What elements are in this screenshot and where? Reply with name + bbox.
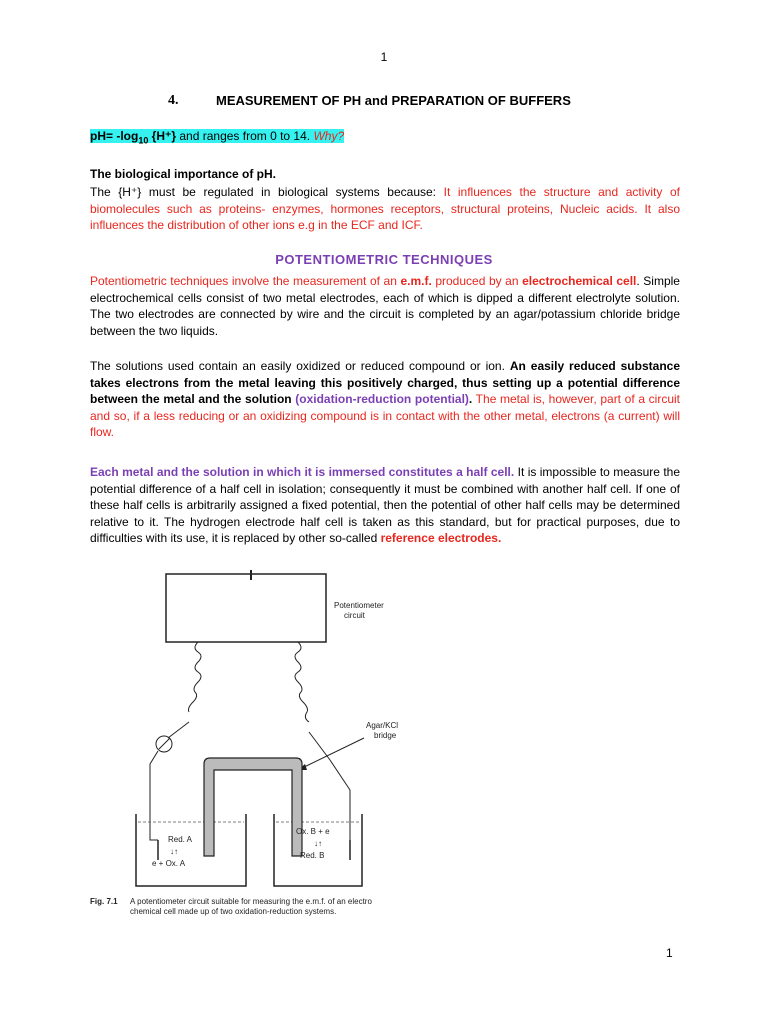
ph-formula-suffix: {H⁺} xyxy=(148,129,177,143)
para3-purple-bold: Each metal and the solution in which it is immersed constitutes a half cell. xyxy=(90,465,515,479)
bridge-pointer xyxy=(298,738,364,770)
ph-formula-sub: 10 xyxy=(138,135,149,146)
para2-purple: (oxidation-reduction potential) xyxy=(295,392,469,406)
para1-end: . Simple electrochemical cells consist of two metal electrodes, each of which is dipped a different electrolyte solution. The two electrodes are connected by wire and the circuit is completed by an agar/potassium chloride bridge between the two liquids. xyxy=(90,274,680,338)
right-coil-wire xyxy=(295,642,309,722)
ph-why: Why? xyxy=(313,129,345,143)
left-beaker xyxy=(136,814,246,886)
page-number-top: 1 xyxy=(380,50,388,64)
chapter-number: 4. xyxy=(168,93,179,108)
bio-importance-intro: The {H⁺} must be regulated in biological systems because: xyxy=(90,185,444,199)
ph-formula-prefix: pH= -log xyxy=(90,129,139,143)
caption-fig: Fig. 7.1 xyxy=(90,897,118,906)
left-wire-upper xyxy=(168,722,189,738)
caption-line-2: chemical cell made up of two oxidation-reduction systems. xyxy=(130,907,337,916)
para2-red: The metal is, however, part of a circuit and so, if a less reducing or an oxidizing compound is in contact with the other metal, electrons (a current) will flow. xyxy=(90,392,680,439)
para3-rest: It is impossible to measure the potential difference of a half cell in isolation; consequently it must be combined with another half cell. If one of these half cells is arbitrarily assigned a fixed potential, then the potential of other half cells may be determined relative to it. The hydrogen electrode half cell is taken as this standard, but for practical purposes, due to difficulties with its use, it is replaced by other so-called xyxy=(90,465,681,545)
ph-range-text: and ranges from 0 to 14. xyxy=(176,129,314,143)
ph-definition xyxy=(90,128,680,149)
page-number-bottom: 1 xyxy=(666,946,673,960)
left-wire-lower xyxy=(150,751,158,840)
paragraph-solutions xyxy=(90,358,680,441)
para1-red-start: Potentiometric techniques involve the measurement of an xyxy=(90,274,401,288)
para2-start: The solutions used contain an easily oxidized or reduced compound or ion. xyxy=(90,359,510,373)
potentiometer-label-1: Potentiometer xyxy=(334,601,384,610)
paragraph-half-cell xyxy=(90,464,680,547)
ph-highlight xyxy=(90,129,345,146)
left-coil-wire xyxy=(189,642,202,712)
para3-red-bold: reference electrodes. xyxy=(380,531,502,545)
para2-dot: . xyxy=(468,392,473,406)
potentiometer-label-2: circuit xyxy=(344,611,365,620)
bridge-label-2: bridge xyxy=(374,731,397,740)
paragraph-potentiometric xyxy=(90,273,680,339)
para2-bold: An easily reduced substance takes electrons from the metal leaving this positively charged, thus setting up a potential difference between the metal and the solution xyxy=(90,359,680,406)
chapter-title: MEASUREMENT OF PH and PREPARATION OF BUFFERS xyxy=(216,93,571,108)
para1-emf: e.m.f. xyxy=(400,274,432,288)
right-beaker xyxy=(274,814,362,886)
right-top-label: Ox. B + e xyxy=(296,827,330,836)
potentiometer-box xyxy=(166,574,326,642)
bio-importance-red: It influences the structure and activity of biomolecules such as proteins- enzymes, hormones receptors, structural proteins, Nucleic acids. It also influences the distribution of other ions e.g in the ECF and ICF. xyxy=(90,185,681,232)
caption-line-1: A potentiometer circuit suitable for measuring the e.m.f. of an electro xyxy=(130,897,372,906)
right-arrows: ↓↑ xyxy=(314,839,322,848)
left-arrows: ↓↑ xyxy=(170,847,178,856)
right-bottom-label: Red. B xyxy=(300,851,325,860)
bio-importance-paragraph xyxy=(90,184,680,234)
potentiometer-diagram xyxy=(88,560,478,920)
salt-bridge xyxy=(204,758,302,856)
section-title: POTENTIOMETRIC TECHNIQUES xyxy=(275,252,493,267)
para1-cell: electrochemical cell xyxy=(522,274,637,288)
bridge-label-1: Agar/KCl xyxy=(366,721,399,730)
para1-mid: produced by an xyxy=(431,274,523,288)
bio-importance-heading: The biological importance of pH. xyxy=(90,167,277,181)
left-top-label: Red. A xyxy=(168,835,193,844)
left-bottom-label: e + Ox. A xyxy=(152,859,186,868)
